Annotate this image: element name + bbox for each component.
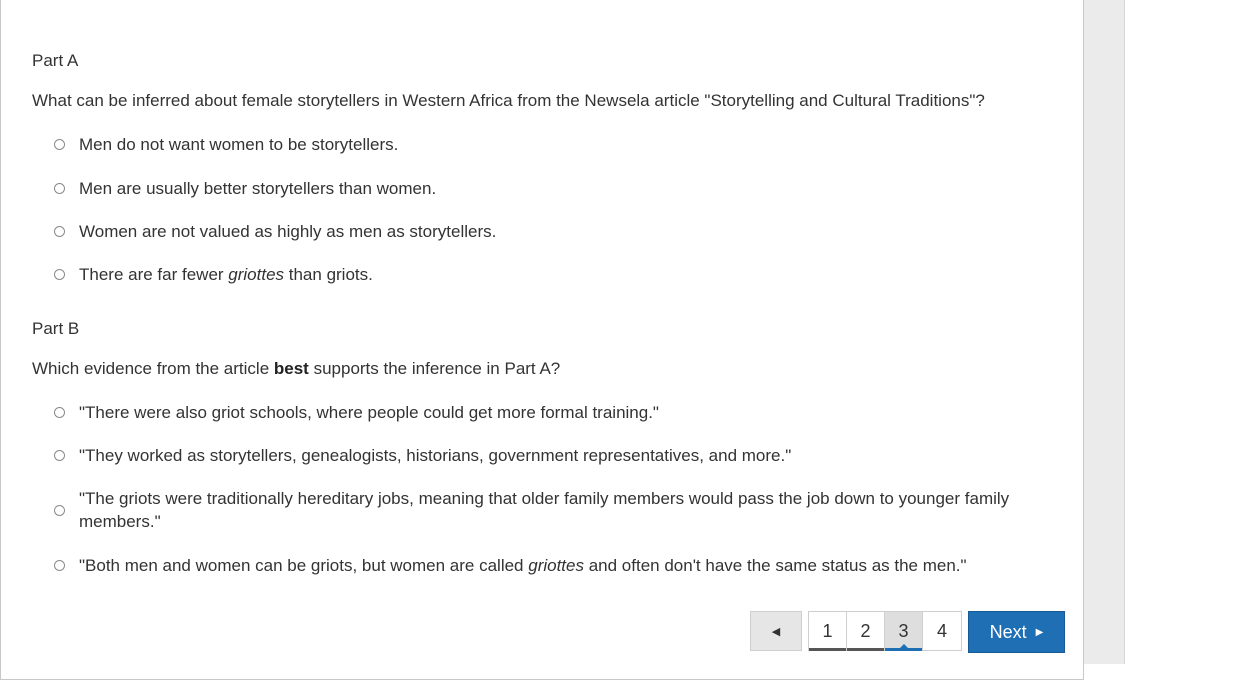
page-number: 3 xyxy=(898,620,909,641)
part-b-option-1[interactable] xyxy=(53,401,1033,424)
radio-button[interactable] xyxy=(54,226,65,237)
next-button[interactable] xyxy=(968,611,1065,653)
radio-button[interactable] xyxy=(54,450,65,461)
part-b-question: Which evidence from the article best supports the inference in Part A? xyxy=(32,359,561,378)
part-a-question: What can be inferred about female storytellers in Western Africa from the Newsela article "Storytelling and Cultural Traditions"? xyxy=(32,91,985,110)
option-text: "They worked as storytellers, genealogists, historians, government representatives, and more." xyxy=(79,446,792,465)
previous-button[interactable] xyxy=(750,611,802,651)
radio-button[interactable] xyxy=(54,139,65,150)
part-a-option-3[interactable] xyxy=(53,220,1033,243)
option-text: "The griots were traditionally hereditary jobs, meaning that older family members would pass the job down to younger family members." xyxy=(79,489,1010,531)
radio-button[interactable] xyxy=(54,183,65,194)
page-button-3[interactable] xyxy=(885,612,923,650)
option-text: Women are not valued as highly as men as storytellers. xyxy=(79,222,497,241)
option-text: There are far fewer griottes than griots. xyxy=(79,265,373,284)
next-label: Next xyxy=(989,621,1027,642)
pagination xyxy=(750,611,1065,653)
radio-button[interactable] xyxy=(54,560,65,571)
radio-button[interactable] xyxy=(54,407,65,418)
part-b-option-4[interactable] xyxy=(53,554,1033,577)
radio-button[interactable] xyxy=(54,269,65,280)
option-text: "Both men and women can be griots, but women are called griottes and often don't have the same status as the men." xyxy=(79,556,967,575)
page-button-1[interactable]: 1 xyxy=(809,612,847,650)
current-page-caret-icon xyxy=(900,644,908,648)
part-a-option-1[interactable] xyxy=(53,133,1033,156)
page-button-4[interactable]: 4 xyxy=(923,612,961,650)
radio-button[interactable] xyxy=(54,505,65,516)
part-b-option-3[interactable] xyxy=(53,487,1033,533)
chevron-left-icon: ◀ xyxy=(771,625,781,638)
page-list xyxy=(808,611,962,651)
chevron-right-icon: ▶ xyxy=(1035,626,1044,638)
option-text: "There were also griot schools, where people could get more formal training." xyxy=(79,403,659,422)
page-button-2[interactable]: 2 xyxy=(847,612,885,650)
part-b-title: Part B xyxy=(32,319,80,338)
sidebar-strip xyxy=(1084,0,1125,664)
option-text: Men do not want women to be storytellers. xyxy=(79,135,399,154)
option-text: Men are usually better storytellers than women. xyxy=(79,179,437,198)
part-b-option-2[interactable] xyxy=(53,444,1033,467)
part-a-option-2[interactable] xyxy=(53,177,1033,200)
part-a-option-4[interactable] xyxy=(53,263,1033,286)
part-a-title: Part A xyxy=(32,51,79,70)
